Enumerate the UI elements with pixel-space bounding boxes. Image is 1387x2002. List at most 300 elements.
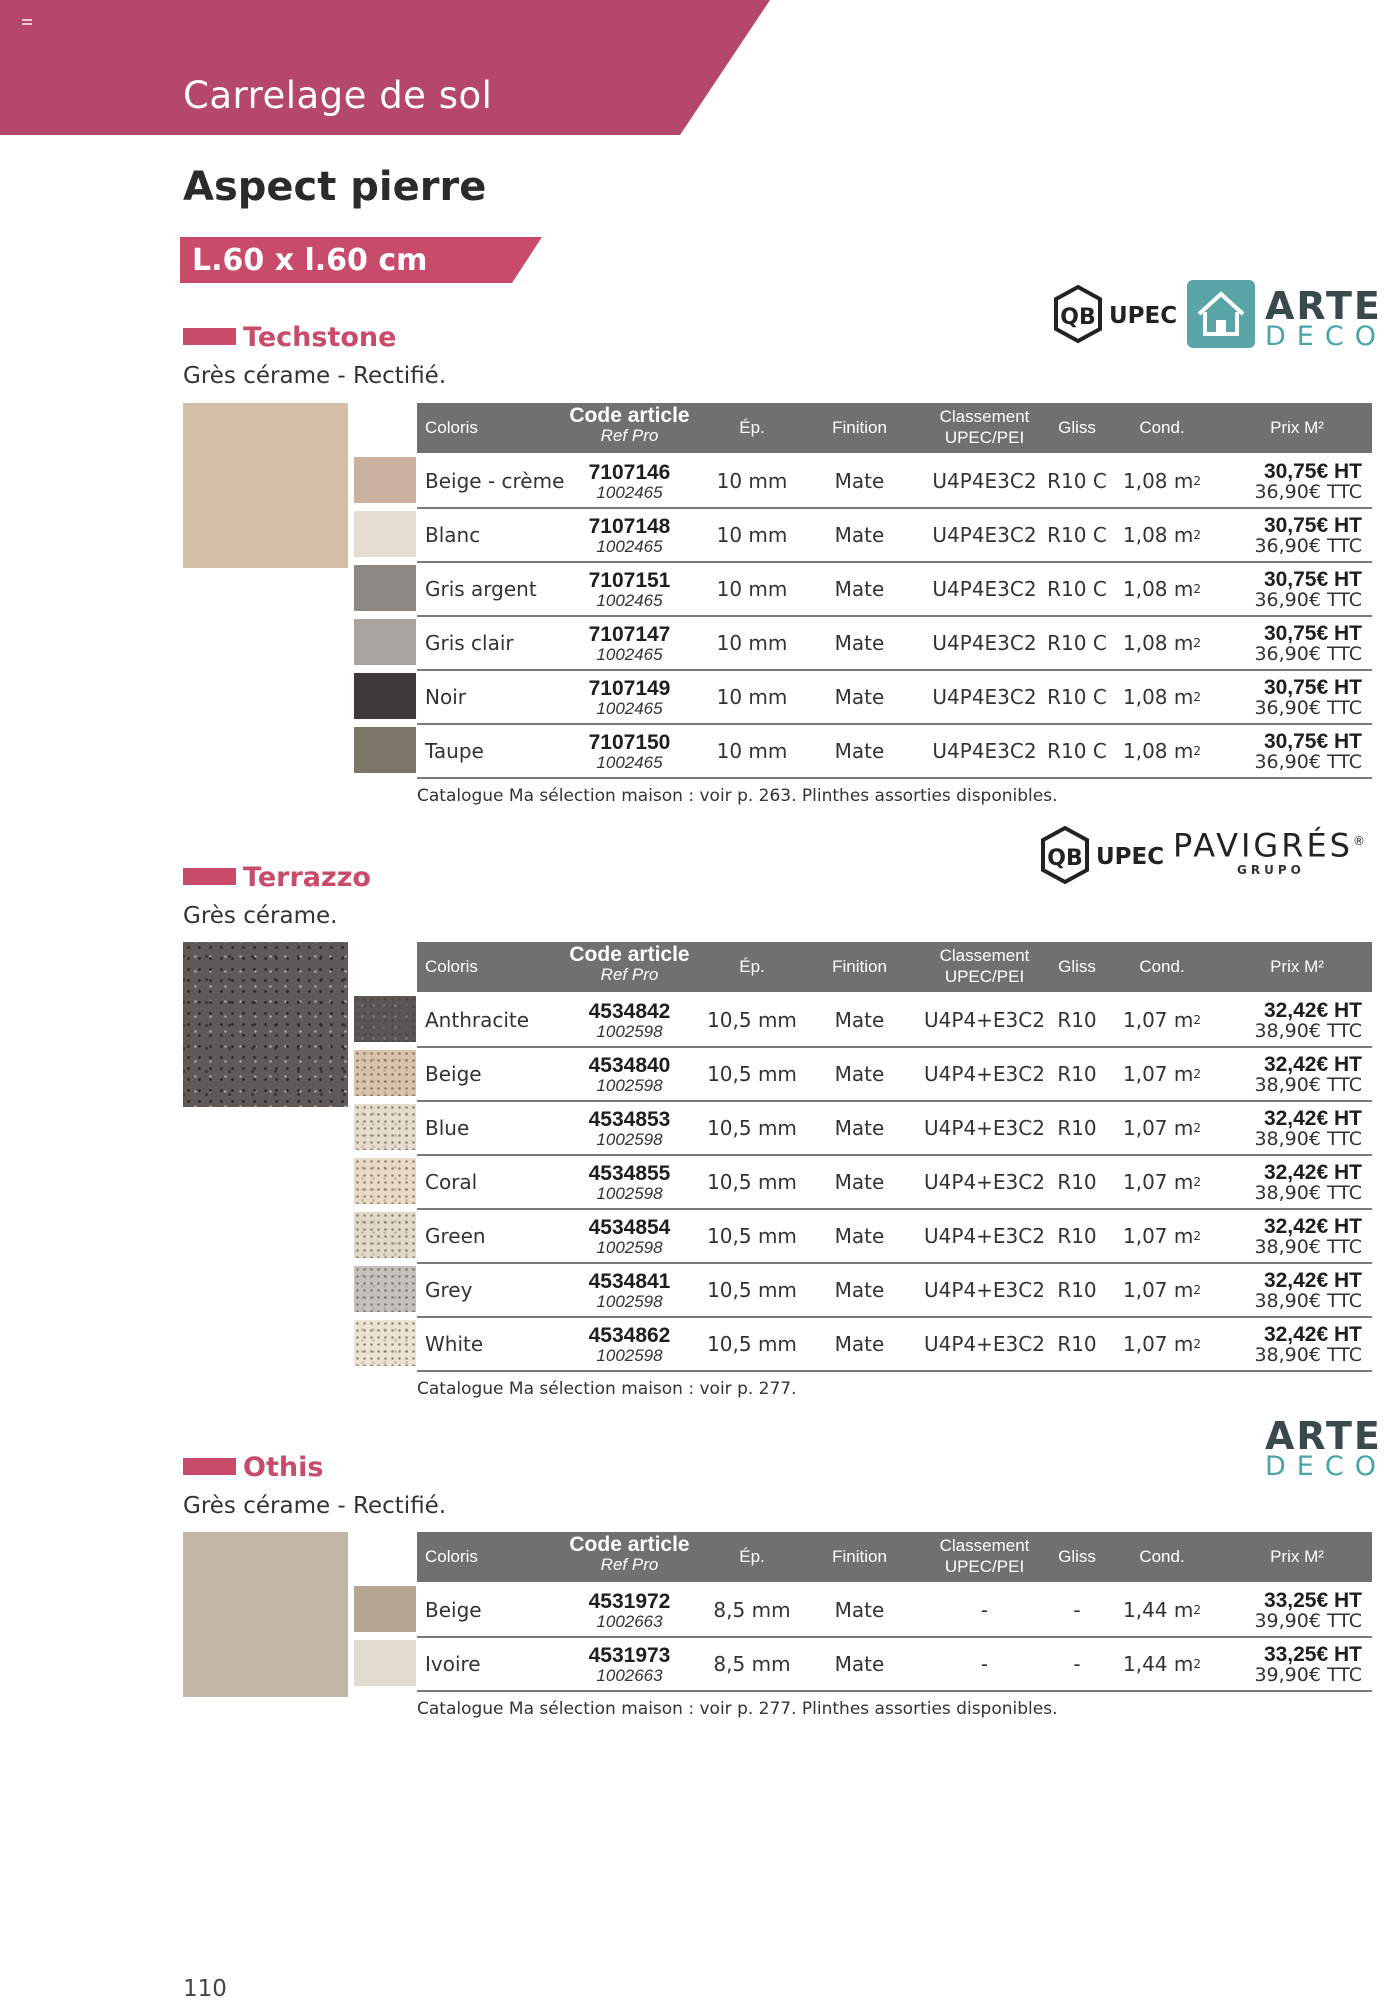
cond-value: 1,07 m [1122, 1278, 1194, 1302]
cell-ep: 10,5 mm [707, 1224, 797, 1248]
arte-deco-logo [1265, 284, 1387, 352]
price-ht: 32,42€ HT [1263, 1322, 1362, 1346]
article-code: 7107148 [588, 514, 671, 538]
cell-finition: Mate [834, 739, 885, 763]
cell-gliss: R10 [1057, 1278, 1097, 1302]
cond-unit-sup: 2 [1193, 1657, 1201, 1671]
cond-unit-sup: 2 [1193, 1603, 1201, 1617]
cell-finition: Mate [834, 685, 885, 709]
cell-code [557, 671, 702, 723]
col-gliss: Gliss [1058, 418, 1096, 437]
price-ht: 32,42€ HT [1263, 998, 1362, 1022]
cell-classement: U4P4+E3C2 [924, 1116, 1045, 1140]
cell-ep: 10 mm [716, 631, 788, 655]
cell-code [557, 563, 702, 615]
price-ttc: 36,90€ TTC [1254, 534, 1362, 557]
cell-classement: - [980, 1598, 989, 1622]
cond-unit-sup: 2 [1193, 744, 1201, 758]
cell-gliss: - [1073, 1652, 1081, 1676]
color-swatch [354, 1640, 416, 1686]
cell-cond [1112, 1264, 1212, 1316]
section-note: Catalogue Ma sélection maison : voir p. 263. Plinthes assorties disponibles. [417, 786, 1058, 806]
cell-code [557, 1318, 702, 1370]
section-note: Catalogue Ma sélection maison : voir p. 277. Plinthes assorties disponibles. [417, 1699, 1058, 1719]
deco-text: DECO [1265, 321, 1387, 352]
ref-pro: 1002598 [596, 1129, 663, 1149]
cell-finition: Mate [834, 523, 885, 547]
cell-code [557, 455, 702, 507]
cell-code [557, 1584, 702, 1636]
color-swatch [354, 511, 416, 557]
cell-code [557, 1210, 702, 1262]
cond-value: 1,07 m [1122, 1224, 1194, 1248]
cell-cond [1112, 994, 1212, 1046]
cell-gliss: R10 [1057, 1170, 1097, 1194]
cell-finition: Mate [834, 1062, 885, 1086]
cond-value: 1,08 m [1122, 523, 1194, 547]
cell-prix [1232, 509, 1362, 561]
svg-text:QB: QB [1060, 305, 1096, 330]
section-marker [183, 328, 236, 345]
table-row [417, 1156, 1372, 1210]
ref-pro: 1002663 [596, 1611, 663, 1631]
cell-coloris: Grey [425, 1277, 473, 1302]
price-ht: 32,42€ HT [1263, 1106, 1362, 1130]
table-row [417, 1638, 1372, 1692]
cell-gliss: R10 C [1047, 469, 1107, 493]
product-photo [183, 1532, 348, 1697]
cell-coloris: Green [425, 1223, 486, 1248]
cell-cond [1112, 725, 1212, 777]
cell-finition: Mate [834, 1332, 885, 1356]
ref-pro: 1002465 [596, 752, 663, 772]
cond-unit-sup: 2 [1193, 1283, 1201, 1297]
col-prix: Prix M² [1270, 1547, 1324, 1566]
upec-label: UPEC [1109, 303, 1178, 329]
color-swatch [354, 1320, 416, 1366]
cell-code [557, 1156, 702, 1208]
cell-cond [1112, 563, 1212, 615]
article-code: 7107149 [588, 676, 671, 700]
cell-coloris: Blanc [425, 522, 481, 547]
cond-value: 1,07 m [1122, 1116, 1194, 1140]
article-code: 4531973 [588, 1643, 671, 1667]
col-classement: Classement [939, 407, 1030, 426]
col-ep: Ép. [739, 418, 765, 437]
cell-ep: 10,5 mm [707, 1332, 797, 1356]
cell-gliss: - [1073, 1598, 1081, 1622]
cell-cond [1112, 1048, 1212, 1100]
color-swatch [354, 1050, 416, 1096]
price-ht: 33,25€ HT [1263, 1642, 1362, 1666]
section-subtitle: Grès cérame - Rectifié. [183, 363, 447, 389]
color-swatch [354, 1104, 416, 1150]
cell-ep: 10 mm [716, 523, 788, 547]
table-row [417, 1264, 1372, 1318]
price-ttc: 36,90€ TTC [1254, 696, 1362, 719]
article-code: 4534854 [588, 1215, 671, 1239]
cell-finition: Mate [834, 1008, 885, 1032]
color-swatch [354, 1212, 416, 1258]
col-cond: Cond. [1139, 1547, 1185, 1566]
cell-gliss: R10 [1057, 1116, 1097, 1140]
col-classement: Classement [939, 946, 1030, 965]
cell-cond [1112, 1156, 1212, 1208]
article-code: 4531972 [588, 1589, 671, 1613]
col-finition: Finition [832, 418, 887, 437]
cell-coloris: White [425, 1331, 484, 1356]
table-row [417, 1584, 1372, 1638]
section-marker [183, 868, 236, 885]
cell-classement: U4P4E3C2 [932, 685, 1037, 709]
page-number: 110 [183, 1976, 227, 2002]
ref-pro: 1002465 [596, 644, 663, 664]
cell-classement: U4P4E3C2 [932, 523, 1037, 547]
cell-gliss: R10 C [1047, 631, 1107, 655]
ref-pro: 1002465 [596, 482, 663, 502]
cell-ep: 10 mm [716, 469, 788, 493]
cell-ep: 10,5 mm [707, 1170, 797, 1194]
section-title: Terrazzo [243, 862, 371, 893]
cond-unit-sup: 2 [1193, 690, 1201, 704]
cell-classement: U4P4+E3C2 [924, 1332, 1045, 1356]
table-row [417, 1102, 1372, 1156]
cond-value: 1,07 m [1122, 1008, 1194, 1032]
cond-value: 1,07 m [1122, 1332, 1194, 1356]
col-upec-pei: UPEC/PEI [944, 1557, 1025, 1576]
table-row [417, 1048, 1372, 1102]
cond-unit-sup: 2 [1193, 636, 1201, 650]
cond-unit-sup: 2 [1193, 582, 1201, 596]
registered-mark: ® [1352, 834, 1368, 848]
cond-value: 1,07 m [1122, 1170, 1194, 1194]
cell-finition: Mate [834, 1278, 885, 1302]
cell-code [557, 1048, 702, 1100]
cell-coloris: Beige [425, 1061, 482, 1086]
arte-deco-logo [1265, 1414, 1387, 1482]
cell-finition: Mate [834, 1652, 885, 1676]
ref-pro: 1002663 [596, 1665, 663, 1685]
price-ttc: 39,90€ TTC [1254, 1609, 1362, 1632]
cell-prix [1232, 617, 1362, 669]
cell-prix [1232, 725, 1362, 777]
table-row [417, 1318, 1372, 1372]
col-upec-pei: UPEC/PEI [944, 428, 1025, 447]
table-row [417, 617, 1372, 671]
cell-finition: Mate [834, 631, 885, 655]
section-subtitle: Grès cérame. [183, 903, 338, 929]
section-note: Catalogue Ma sélection maison : voir p. 277. [417, 1379, 797, 1399]
cell-prix [1232, 1210, 1362, 1262]
pavigres-text: PAVIGRÉS [1173, 826, 1353, 865]
cond-unit-sup: 2 [1193, 528, 1201, 542]
col-ref: Ref Pro [600, 965, 659, 984]
col-gliss: Gliss [1058, 957, 1096, 976]
section-title: Othis [243, 1452, 324, 1483]
color-swatch [354, 619, 416, 665]
cell-prix [1232, 1638, 1362, 1690]
color-swatch [354, 565, 416, 611]
cell-finition: Mate [834, 1116, 885, 1140]
menu-icon [22, 19, 32, 27]
col-coloris: Coloris [425, 1547, 478, 1566]
price-ttc: 38,90€ TTC [1254, 1127, 1362, 1150]
price-ttc: 38,90€ TTC [1254, 1343, 1362, 1366]
cell-gliss: R10 [1057, 1332, 1097, 1356]
cell-prix [1232, 1102, 1362, 1154]
product-photo [183, 403, 348, 568]
col-ep: Ép. [739, 1547, 765, 1566]
price-ht: 30,75€ HT [1263, 675, 1362, 699]
col-coloris: Coloris [425, 957, 478, 976]
table-row [417, 563, 1372, 617]
cell-classement: U4P4+E3C2 [924, 1170, 1045, 1194]
cell-code [557, 1264, 702, 1316]
color-swatch [354, 1158, 416, 1204]
cell-cond [1112, 1638, 1212, 1690]
section-title: Techstone [243, 322, 397, 353]
upec-label: UPEC [1096, 844, 1165, 870]
col-prix: Prix M² [1270, 957, 1324, 976]
svg-text:QB: QB [1047, 846, 1083, 871]
table-row [417, 455, 1372, 509]
article-code: 7107151 [588, 568, 671, 592]
cell-finition: Mate [834, 1598, 885, 1622]
table-header [417, 403, 1372, 453]
color-swatch [354, 673, 416, 719]
page-title: Aspect pierre [183, 164, 487, 210]
price-ttc: 38,90€ TTC [1254, 1235, 1362, 1258]
cell-classement: U4P4+E3C2 [924, 1062, 1045, 1086]
price-ttc: 36,90€ TTC [1254, 750, 1362, 773]
article-code: 7107147 [588, 622, 671, 646]
cond-value: 1,07 m [1122, 1062, 1194, 1086]
price-ht: 32,42€ HT [1263, 1268, 1362, 1292]
cell-gliss: R10 C [1047, 685, 1107, 709]
article-code: 4534862 [588, 1323, 671, 1347]
cell-cond [1112, 455, 1212, 507]
cell-cond [1112, 509, 1212, 561]
col-cond: Cond. [1139, 957, 1185, 976]
price-ttc: 38,90€ TTC [1254, 1181, 1362, 1204]
page-header [0, 0, 1372, 135]
cond-value: 1,08 m [1122, 577, 1194, 601]
price-ht: 30,75€ HT [1263, 459, 1362, 483]
price-ttc: 38,90€ TTC [1254, 1289, 1362, 1312]
cell-code [557, 725, 702, 777]
cell-finition: Mate [834, 1170, 885, 1194]
col-ref: Ref Pro [600, 426, 659, 445]
cell-code [557, 509, 702, 561]
cell-coloris: Ivoire [425, 1651, 481, 1676]
arte-text: ARTE [1265, 1414, 1382, 1458]
article-code: 4534842 [588, 999, 671, 1023]
col-ep: Ép. [739, 957, 765, 976]
col-prix: Prix M² [1270, 418, 1324, 437]
cell-gliss: R10 [1057, 1008, 1097, 1032]
cell-classement: U4P4E3C2 [932, 577, 1037, 601]
cell-ep: 10 mm [716, 739, 788, 763]
price-ht: 30,75€ HT [1263, 729, 1362, 753]
color-swatch [354, 457, 416, 503]
cell-code [557, 617, 702, 669]
cell-code [557, 994, 702, 1046]
col-cond: Cond. [1139, 418, 1185, 437]
cell-gliss: R10 C [1047, 523, 1107, 547]
article-code: 7107146 [588, 460, 671, 484]
cell-prix [1232, 1584, 1362, 1636]
cell-prix [1232, 563, 1362, 615]
qb-logo-icon [1053, 285, 1103, 343]
cond-unit-sup: 2 [1193, 474, 1201, 488]
ref-pro: 1002465 [596, 698, 663, 718]
price-ht: 32,42€ HT [1263, 1214, 1362, 1238]
cell-ep: 10,5 mm [707, 1278, 797, 1302]
price-ttc: 39,90€ TTC [1254, 1663, 1362, 1686]
cell-classement: U4P4+E3C2 [924, 1224, 1045, 1248]
ref-pro: 1002598 [596, 1291, 663, 1311]
table-header [417, 1532, 1372, 1582]
ref-pro: 1002598 [596, 1075, 663, 1095]
col-code: Code article [569, 404, 690, 427]
cond-value: 1,08 m [1122, 469, 1194, 493]
arte-deco-house-icon [1187, 280, 1255, 348]
article-code: 7107150 [588, 730, 671, 754]
col-ref: Ref Pro [600, 1555, 659, 1574]
article-code: 4534855 [588, 1161, 671, 1185]
cell-code [557, 1102, 702, 1154]
cell-ep: 10,5 mm [707, 1008, 797, 1032]
color-swatch [354, 1266, 416, 1312]
cell-cond [1112, 1210, 1212, 1262]
cell-cond [1112, 1102, 1212, 1154]
table-header [417, 942, 1372, 992]
price-ht: 30,75€ HT [1263, 567, 1362, 591]
article-code: 4534840 [588, 1053, 671, 1077]
price-ttc: 36,90€ TTC [1254, 480, 1362, 503]
cell-ep: 10,5 mm [707, 1116, 797, 1140]
cell-coloris: Taupe [425, 738, 484, 763]
price-ttc: 38,90€ TTC [1254, 1073, 1362, 1096]
col-upec-pei: UPEC/PEI [944, 967, 1025, 986]
price-ttc: 38,90€ TTC [1254, 1019, 1362, 1042]
cell-coloris: Gris clair [425, 630, 514, 655]
col-finition: Finition [832, 957, 887, 976]
price-ht: 32,42€ HT [1263, 1160, 1362, 1184]
price-ht: 30,75€ HT [1263, 621, 1362, 645]
price-ht: 32,42€ HT [1263, 1052, 1362, 1076]
cond-unit-sup: 2 [1193, 1229, 1201, 1243]
col-code: Code article [569, 943, 690, 966]
col-classement: Classement [939, 1536, 1030, 1555]
cond-value: 1,08 m [1122, 739, 1194, 763]
grupo-text: GRUPO [1237, 862, 1305, 877]
size-banner-label: L.60 x l.60 cm [192, 243, 428, 278]
cell-gliss: R10 [1057, 1224, 1097, 1248]
article-code: 4534853 [588, 1107, 671, 1131]
section-marker [183, 1458, 236, 1475]
price-ht: 33,25€ HT [1263, 1588, 1362, 1612]
qb-logo-icon [1040, 826, 1090, 884]
cell-coloris: Beige - crème [425, 468, 565, 493]
col-coloris: Coloris [425, 418, 478, 437]
deco-text: DECO [1265, 1451, 1387, 1482]
table-row [417, 671, 1372, 725]
cell-gliss: R10 [1057, 1062, 1097, 1086]
cell-prix [1232, 1318, 1362, 1370]
cell-ep: 8,5 mm [713, 1598, 791, 1622]
cell-coloris: Anthracite [425, 1007, 530, 1032]
col-gliss: Gliss [1058, 1547, 1096, 1566]
arte-text: ARTE [1265, 284, 1382, 328]
table-row [417, 994, 1372, 1048]
cell-ep: 8,5 mm [713, 1652, 791, 1676]
cell-prix [1232, 1264, 1362, 1316]
cell-prix [1232, 994, 1362, 1046]
cell-cond [1112, 1584, 1212, 1636]
header-title: Carrelage de sol [183, 74, 493, 117]
cell-finition: Mate [834, 1224, 885, 1248]
cond-value: 1,44 m [1122, 1598, 1194, 1622]
color-swatch [354, 1586, 416, 1632]
section-subtitle: Grès cérame - Rectifié. [183, 1493, 447, 1519]
ref-pro: 1002598 [596, 1183, 663, 1203]
cond-value: 1,08 m [1122, 631, 1194, 655]
ref-pro: 1002598 [596, 1237, 663, 1257]
cell-classement: U4P4+E3C2 [924, 1278, 1045, 1302]
ref-pro: 1002465 [596, 590, 663, 610]
ref-pro: 1002598 [596, 1021, 663, 1041]
cell-coloris: Beige [425, 1597, 482, 1622]
cond-unit-sup: 2 [1193, 1067, 1201, 1081]
cell-ep: 10 mm [716, 577, 788, 601]
cond-unit-sup: 2 [1193, 1013, 1201, 1027]
cell-gliss: R10 C [1047, 739, 1107, 763]
qb-upec-logo [1040, 826, 1165, 886]
cell-finition: Mate [834, 577, 885, 601]
price-ht: 30,75€ HT [1263, 513, 1362, 537]
cell-classement: - [980, 1652, 989, 1676]
cell-classement: U4P4E3C2 [932, 469, 1037, 493]
cell-ep: 10 mm [716, 685, 788, 709]
cell-classement: U4P4E3C2 [932, 739, 1037, 763]
price-ttc: 36,90€ TTC [1254, 642, 1362, 665]
col-finition: Finition [832, 1547, 887, 1566]
cell-coloris: Noir [425, 684, 466, 709]
size-banner [180, 237, 542, 283]
cell-classement: U4P4E3C2 [932, 631, 1037, 655]
product-photo [183, 942, 348, 1107]
cell-coloris: Coral [425, 1169, 478, 1194]
qb-upec-logo [1053, 285, 1178, 345]
cond-value: 1,08 m [1122, 685, 1194, 709]
pavigres-logo [1173, 824, 1373, 884]
color-swatch [354, 727, 416, 773]
cell-finition: Mate [834, 469, 885, 493]
cell-ep: 10,5 mm [707, 1062, 797, 1086]
cell-cond [1112, 671, 1212, 723]
cell-cond [1112, 617, 1212, 669]
col-code: Code article [569, 1533, 690, 1556]
cell-coloris: Gris argent [425, 576, 537, 601]
cell-cond [1112, 1318, 1212, 1370]
cell-prix [1232, 455, 1362, 507]
price-ttc: 36,90€ TTC [1254, 588, 1362, 611]
table-row [417, 509, 1372, 563]
cell-prix [1232, 1048, 1362, 1100]
color-swatch [354, 996, 416, 1042]
cell-prix [1232, 671, 1362, 723]
